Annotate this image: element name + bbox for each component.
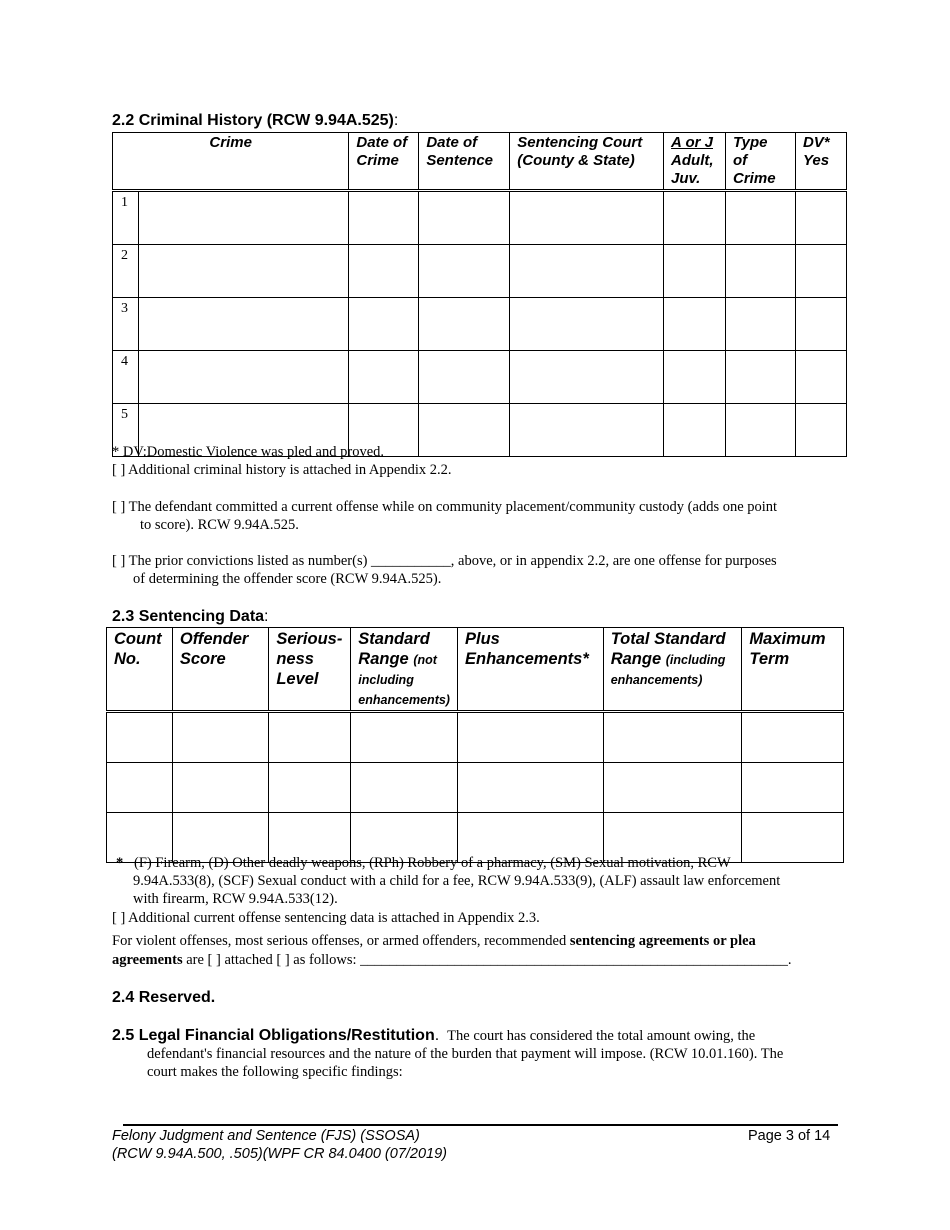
crime-cell[interactable]	[138, 245, 348, 298]
community-custody-note-line2: to score). RCW 9.94A.525.	[140, 517, 299, 533]
sentencing-court-cell[interactable]	[510, 245, 664, 298]
col-sentencing-court	[510, 133, 664, 191]
row-number: 3	[113, 298, 139, 351]
section-2-4-heading: 2.4 Reserved.	[112, 989, 216, 1006]
col-offender-score-line1: Offender	[179, 630, 249, 648]
col-date-of-sentence-line1: Date of	[426, 134, 478, 151]
prior-convictions-note-line2: of determining the offender score (RCW 9.94A.525).	[133, 571, 442, 587]
col-seriousness-line3: Level	[276, 670, 319, 688]
col-dv-yes	[795, 133, 846, 191]
col-date-of-sentence	[419, 133, 510, 191]
col-total-range-line1: Total Standard	[610, 630, 726, 648]
col-dv-yes-line1: DV*	[802, 134, 830, 151]
col-maximum-term	[742, 628, 844, 712]
date-of-crime-cell[interactable]	[349, 191, 419, 245]
table-row	[113, 298, 847, 351]
col-type-of-crime-line2: of	[733, 152, 748, 169]
sentencing-court-cell[interactable]	[510, 298, 664, 351]
violent-offense-text-d: are [ ] attached [ ] as follows: ___________________________________________________________.	[182, 952, 792, 968]
section-2-5-text-1: The court has considered the total amount owing, the	[447, 1028, 756, 1044]
type-of-crime-cell[interactable]	[726, 245, 796, 298]
violent-offense-text-c: agreements	[112, 952, 183, 968]
table-row	[113, 191, 847, 245]
total-range-cell[interactable]	[603, 763, 742, 813]
row-number: 1	[113, 191, 139, 245]
table-row	[107, 712, 844, 763]
col-type-of-crime	[726, 133, 796, 191]
col-date-of-sentence-line2: Sentence	[426, 152, 494, 169]
date-of-crime-cell[interactable]	[349, 245, 419, 298]
enhancement-footnote-line1: (F) Firearm, (D) Other deadly weapons, (RPh) Robbery of a pharmacy, (SM) Sexual motivation, RCW	[134, 855, 731, 871]
crime-cell[interactable]	[138, 298, 348, 351]
footer-form-ref: (RCW 9.94A.500, .505)(WPF CR 84.0400 (07/2019)	[112, 1146, 448, 1162]
adult-juv-cell[interactable]	[664, 191, 726, 245]
col-adult-juv	[664, 133, 726, 191]
section-2-2-colon: :	[393, 112, 399, 129]
dv-footnote: * DV:Domestic Violence was pled and proved.	[112, 444, 385, 460]
crime-cell[interactable]	[138, 191, 348, 245]
adult-juv-cell[interactable]	[664, 298, 726, 351]
col-seriousness-line1: Serious-	[276, 630, 343, 648]
col-dv-yes-line2: Yes	[802, 152, 830, 169]
col-offender-score-line2: Score	[179, 650, 226, 668]
type-of-crime-cell[interactable]	[726, 404, 796, 457]
table-row	[113, 351, 847, 404]
dv-cell[interactable]	[795, 245, 846, 298]
col-total-range-line2: Range	[610, 650, 662, 668]
col-count-no-line1: Count	[114, 630, 162, 648]
date-of-crime-cell[interactable]	[349, 298, 419, 351]
date-of-sentence-cell[interactable]	[419, 404, 510, 457]
violent-offense-text-b: sentencing agreements or plea	[569, 933, 756, 949]
col-standard-range-line2: Range	[358, 650, 409, 668]
col-seriousness-line2: ness	[276, 650, 314, 668]
date-of-sentence-cell[interactable]	[419, 298, 510, 351]
adult-juv-cell[interactable]	[664, 351, 726, 404]
date-of-sentence-cell[interactable]	[419, 245, 510, 298]
dv-cell[interactable]	[795, 191, 846, 245]
maximum-term-cell[interactable]	[742, 712, 844, 763]
type-of-crime-cell[interactable]	[726, 351, 796, 404]
maximum-term-cell[interactable]	[742, 763, 844, 813]
section-2-5-title: 2.5 Legal Financial Obligations/Restitution	[112, 1027, 435, 1044]
section-2-3-title: 2.3 Sentencing Data	[112, 608, 265, 625]
adult-juv-cell[interactable]	[664, 404, 726, 457]
dv-cell[interactable]	[795, 298, 846, 351]
col-standard-range-note: (not including enhancements)	[358, 653, 450, 707]
sentencing-court-cell[interactable]	[510, 351, 664, 404]
total-range-cell[interactable]	[603, 712, 742, 763]
col-type-of-crime-line3: Crime	[733, 170, 776, 187]
col-seriousness-level	[269, 628, 351, 712]
crime-cell[interactable]	[138, 351, 348, 404]
enhancement-footnote-line3: with firearm, RCW 9.94A.533(12).	[133, 891, 338, 907]
row-number: 2	[113, 245, 139, 298]
row-number: 4	[113, 351, 139, 404]
col-total-range-note2: enhancements)	[610, 673, 703, 687]
appendix-2-2-note[interactable]: [ ] Additional criminal history is attached in Appendix 2.2.	[112, 462, 452, 478]
standard-range-cell[interactable]	[351, 763, 458, 813]
section-2-5-text-2: defendant's financial resources and the nature of the burden that payment will impose. (RCW 10.01.160). The	[147, 1046, 784, 1062]
date-of-sentence-cell[interactable]	[419, 191, 510, 245]
col-total-range-note1: (including	[665, 653, 726, 667]
type-of-crime-cell[interactable]	[726, 191, 796, 245]
col-maximum-term-line1: Maximum	[749, 630, 826, 648]
enhancements-cell[interactable]	[457, 763, 603, 813]
col-total-standard-range	[603, 628, 742, 712]
enhancements-cell[interactable]	[457, 712, 603, 763]
col-date-of-crime	[349, 133, 419, 191]
violent-offense-note-line2[interactable]	[112, 951, 792, 969]
col-standard-range	[351, 628, 458, 712]
section-2-5-text-3: court makes the following specific findings:	[147, 1064, 403, 1080]
community-custody-note-line1[interactable]: [ ] The defendant committed a current offense while on community placement/community custody (adds one point	[112, 499, 778, 515]
count-cell[interactable]	[107, 712, 173, 763]
date-of-crime-cell[interactable]	[349, 351, 419, 404]
criminal-history-table	[112, 132, 847, 457]
col-date-of-crime-line1: Date of	[356, 134, 408, 151]
violent-offense-text-a: For violent offenses, most serious offenses, or armed offenders, recommended	[112, 933, 570, 949]
dv-cell[interactable]	[795, 404, 846, 457]
maximum-term-cell[interactable]	[742, 813, 844, 863]
footer-form-title: Felony Judgment and Sentence (FJS) (SSOSA)	[112, 1128, 420, 1144]
row-number: 5	[113, 404, 139, 457]
seriousness-cell[interactable]	[269, 712, 351, 763]
col-sentencing-court-line1: Sentencing Court	[517, 134, 643, 151]
offender-score-cell[interactable]	[172, 763, 268, 813]
col-maximum-term-line2: Term	[749, 650, 790, 668]
date-of-sentence-cell[interactable]	[419, 351, 510, 404]
adult-juv-cell[interactable]	[664, 245, 726, 298]
criminal-history-header-row	[113, 133, 847, 191]
col-sentencing-court-line2: (County & State)	[517, 152, 635, 169]
section-2-3-colon: :	[264, 608, 269, 625]
sentencing-header-row	[107, 628, 844, 712]
section-2-2-heading	[112, 112, 398, 130]
prior-convictions-note-line1[interactable]: [ ] The prior convictions listed as number(s) ___________, above, or in appendix 2.2, are one offense for purposes	[112, 553, 777, 569]
standard-range-cell[interactable]	[351, 712, 458, 763]
col-offender-score	[172, 628, 268, 712]
table-row	[107, 763, 844, 813]
col-standard-range-line1: Standard	[358, 630, 430, 648]
footer-page-number: Page 3 of 14	[748, 1128, 831, 1144]
section-2-3-heading	[112, 608, 269, 626]
col-crime-label: Crime	[209, 134, 252, 151]
footer-divider	[123, 1124, 838, 1126]
dv-cell[interactable]	[795, 351, 846, 404]
col-count-no-line2: No.	[114, 650, 141, 668]
col-plus-enhancements	[457, 628, 603, 712]
col-count-no	[107, 628, 173, 712]
col-adult-juv-line1: A or J	[671, 134, 713, 151]
section-2-5	[112, 1027, 847, 1081]
sentencing-court-cell[interactable]	[510, 191, 664, 245]
sentencing-data-table	[106, 627, 844, 863]
col-plus-enhancements-label: Plus Enhancements*	[464, 630, 589, 668]
violent-offense-note-line1	[112, 932, 756, 950]
col-type-of-crime-line1: Type	[733, 134, 768, 151]
count-cell[interactable]	[107, 763, 173, 813]
col-crime	[113, 133, 349, 191]
section-2-5-line1	[112, 1027, 847, 1045]
sentencing-court-cell[interactable]	[510, 404, 664, 457]
section-2-5-period: .	[434, 1027, 440, 1044]
offender-score-cell[interactable]	[172, 712, 268, 763]
appendix-2-3-note[interactable]: [ ] Additional current offense sentencing data is attached in Appendix 2.3.	[112, 910, 540, 926]
seriousness-cell[interactable]	[269, 763, 351, 813]
col-date-of-crime-line2: Crime	[356, 152, 399, 169]
type-of-crime-cell[interactable]	[726, 298, 796, 351]
table-row	[113, 245, 847, 298]
enhancement-footnote-star: *	[116, 855, 124, 871]
section-2-2-title: 2.2 Criminal History (RCW 9.94A.525)	[112, 112, 394, 129]
col-adult-juv-line3: Juv.	[671, 170, 701, 187]
col-adult-juv-line2: Adult,	[671, 152, 714, 169]
enhancement-footnote-line2: 9.94A.533(8), (SCF) Sexual conduct with a child for a fee, RCW 9.94A.533(9), (ALF) assault law enforcement	[133, 873, 781, 889]
